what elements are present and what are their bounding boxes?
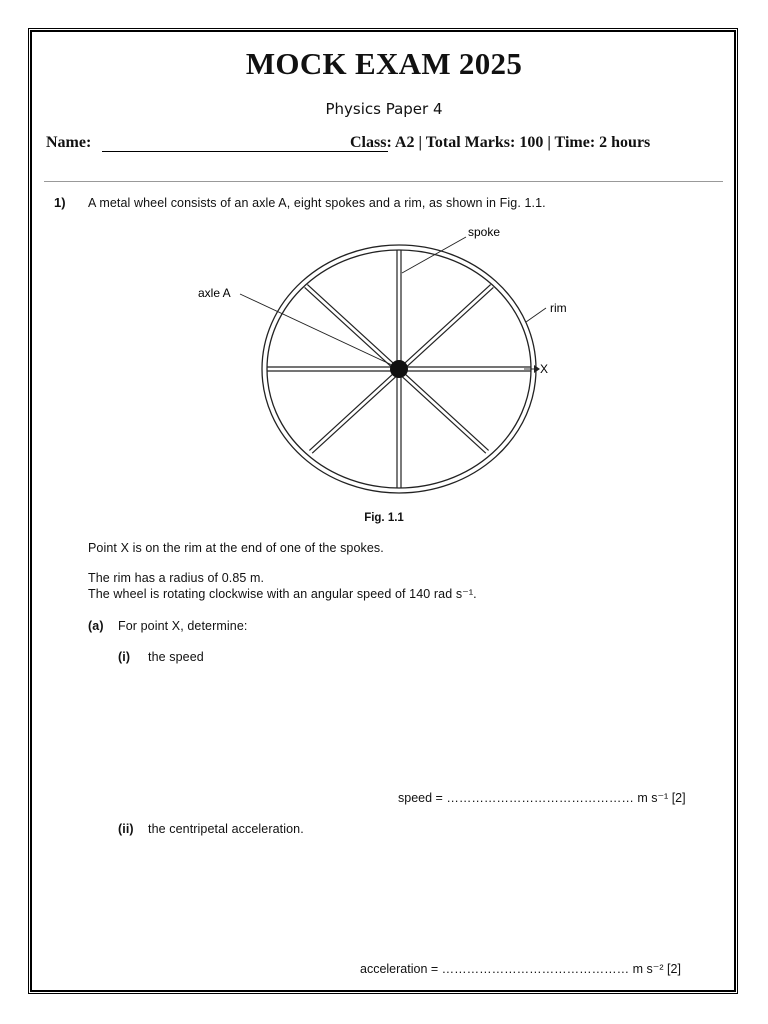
part-a-text: For point X, determine: (118, 619, 248, 633)
speed-unit: m s⁻¹ (637, 791, 669, 805)
acceleration-answer-prefix: acceleration = (360, 962, 439, 976)
spoke-label: spoke (468, 225, 501, 239)
spoke-leader-line (402, 237, 466, 273)
part-a-label: (a) (88, 619, 104, 633)
axle-hub (390, 360, 408, 378)
name-field-line[interactable] (102, 151, 388, 152)
rim-label: rim (550, 301, 567, 315)
point-description: Point X is on the rim at the end of one of the spokes. (88, 541, 384, 555)
part-ii-label: (ii) (118, 822, 134, 836)
point-x-label: X (540, 362, 549, 376)
wheel-figure (180, 220, 600, 500)
class-info: Class: A2 | Total Marks: 100 | Time: 2 hours (350, 134, 651, 151)
question-intro: A metal wheel consists of an axle A, eight spokes and a rim, as shown in Fig. 1.1. (88, 196, 546, 210)
acceleration-answer-line[interactable] (360, 961, 681, 976)
part-ii-text: the centripetal acceleration. (148, 822, 304, 836)
student-info-row (46, 134, 726, 156)
question-number: 1) (54, 195, 66, 210)
speed-marks: [2] (671, 791, 686, 805)
acceleration-marks: [2] (667, 962, 681, 976)
axle-label: axle A (198, 286, 231, 300)
acceleration-answer-dots[interactable]: ……………………………………… (441, 962, 630, 976)
header-divider (44, 181, 723, 182)
speed-answer-dots[interactable]: ……………………………………… (446, 791, 634, 805)
speed-answer-line[interactable] (398, 790, 686, 805)
paper-subtitle: Physics Paper 4 (325, 100, 443, 118)
angular-speed-statement: The wheel is rotating clockwise with an angular speed of 140 rad s⁻¹. (88, 587, 477, 601)
exam-title: MOCK EXAM 2025 (245, 46, 523, 81)
page-border (30, 30, 736, 992)
figure-caption: Fig. 1.1 (364, 512, 404, 524)
speed-answer-prefix: speed = (398, 791, 443, 805)
rim-leader-line (526, 308, 546, 322)
part-i-text: the speed (148, 650, 204, 664)
acceleration-unit: m s⁻² (632, 962, 664, 976)
part-i-label: (i) (118, 650, 131, 664)
radius-statement: The rim has a radius of 0.85 m. (88, 571, 265, 585)
name-label: Name: (46, 134, 92, 151)
